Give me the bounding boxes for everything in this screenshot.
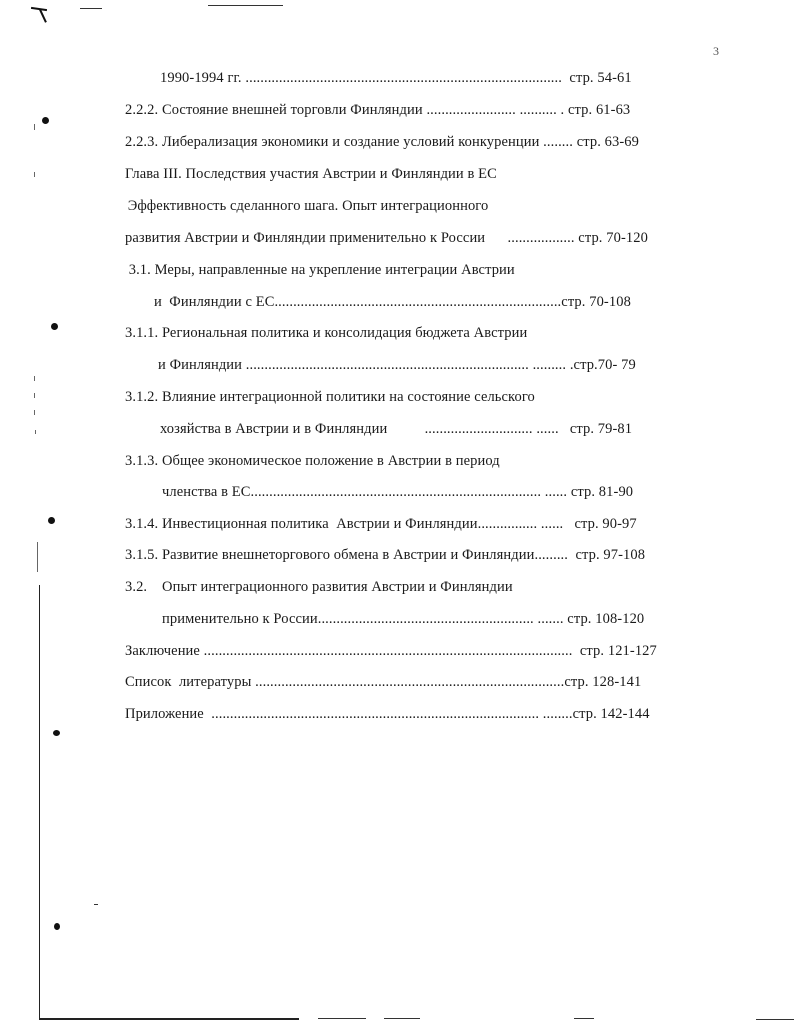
toc-entry: развития Австрии и Финляндии применительно к России .................. стр. 70-120 [125, 230, 648, 246]
punch-hole-mark [53, 730, 60, 736]
toc-entry: и Финляндии ............................................................................ ......... .стр.70- 79 [158, 357, 636, 373]
punch-hole-mark [48, 517, 55, 524]
scan-bottom-edge-line [39, 1018, 299, 1020]
scan-mark-top-left-stroke [39, 9, 47, 23]
scan-tick [37, 542, 38, 572]
punch-hole-mark [54, 923, 60, 930]
scan-dash-top [80, 8, 102, 9]
toc-entry: Приложение ........................................................................................ ........стр. 142-144 [125, 706, 650, 722]
toc-entry: 3.1.1. Региональная политика и консолидация бюджета Австрии [125, 325, 528, 341]
scan-dash-top-2 [208, 5, 283, 6]
scan-tick [34, 124, 35, 130]
toc-entry: 3.1.5. Развитие внешнеторгового обмена в Австрии и Финляндии......... стр. 97-108 [125, 547, 646, 563]
toc-entry: Заключение ................................................................................................... стр. 121-127 [125, 643, 657, 659]
toc-entry: 2.2.3. Либерализация экономики и создание условий конкуренции ........ стр. 63-69 [125, 134, 639, 150]
page-number: 3 [713, 44, 719, 58]
scan-tick [34, 376, 35, 381]
scan-bottom-dash [384, 1018, 420, 1019]
scan-tick [34, 172, 35, 177]
punch-hole-mark [42, 117, 49, 124]
toc-entry: применительно к России.......................................................... ....... стр. 108-120 [162, 611, 645, 627]
toc-entry: Список литературы ...................................................................................стр. 128-141 [125, 674, 642, 690]
toc-entry: 3.1.4. Инвестиционная политика Австрии и Финляндии................ ...... стр. 90-97 [125, 516, 637, 532]
scan-bottom-dash [756, 1019, 794, 1020]
toc-entry: 3.1. Меры, направленные на укрепление интеграции Австрии [125, 262, 515, 278]
scan-tick [34, 410, 35, 415]
scan-speck [94, 904, 98, 905]
scan-tick [34, 393, 35, 398]
toc-chapter-heading: Глава III. Последствия участия Австрии и Финляндии в ЕС [125, 166, 497, 182]
scan-bottom-dash [574, 1018, 594, 1019]
toc-entry: 3.1.2. Влияние интеграционной политики на состояние сельского [125, 389, 535, 405]
scan-bottom-dash [318, 1018, 366, 1019]
toc-entry: 1990-1994 гг. ..................................................................................... стр. 54-61 [160, 70, 632, 86]
toc-entry: хозяйства в Австрии и в Финляндии ............................. ...... стр. 79-81 [160, 421, 633, 437]
toc-entry: 2.2.2. Состояние внешней торговли Финляндии ........................ .......... . стр. 61-63 [125, 102, 631, 118]
toc-entry: и Финляндии с ЕС.............................................................................стр. 70-108 [154, 294, 631, 310]
toc-entry: 3.2. Опыт интеграционного развития Австрии и Финляндии [125, 579, 513, 595]
punch-hole-mark [51, 323, 58, 330]
toc-entry: 3.1.3. Общее экономическое положение в Австрии в период [125, 453, 500, 469]
scan-left-edge-line [39, 585, 40, 1020]
toc-chapter-heading: Эффективность сделанного шага. Опыт интеграционного [124, 198, 489, 214]
toc-entry: членства в ЕС.............................................................................. ...... стр. 81-90 [162, 484, 634, 500]
scan-tick [35, 430, 36, 434]
